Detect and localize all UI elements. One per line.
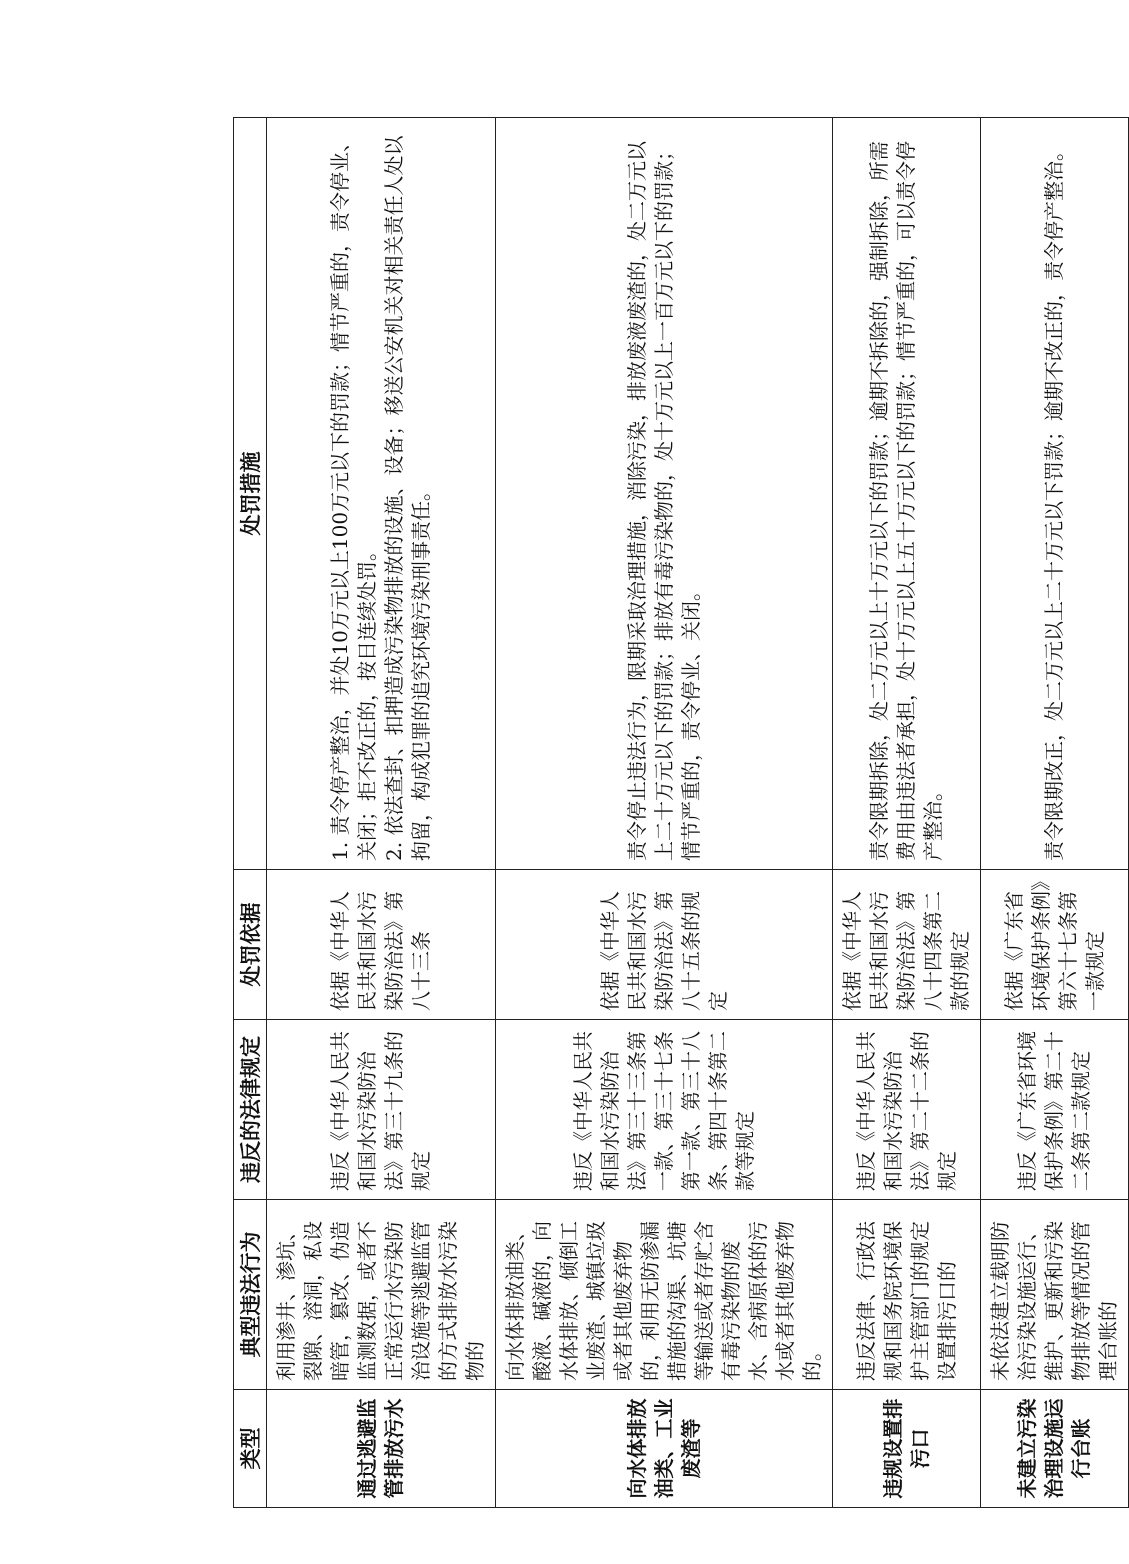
row-behavior: 向水体排放油类、酸液、碱液的，向水体排放、倾倒工业废渣、城镇垃圾或者其他废弃物的，利用无防渗漏措施的沟渠、坑塘等输送或者存贮含有毒污染物的废水、含病原体的污水或者其他废弃物的。 (496, 1200, 833, 1390)
header-behavior: 典型违法行为 (234, 1200, 267, 1390)
row-type: 通过逃避监管排放污水 (267, 1390, 496, 1508)
row-violated: 违反《中华人民共和国水污染防治法》第二十二条的规定 (833, 1020, 981, 1200)
header-row (234, 118, 267, 1508)
measures-item-1: 1. 责令停产整治，并处10万元以上100万元以下的罚款；情节严重的，责令停业、关闭；拒不改正的，按日连续处罚。 (328, 131, 379, 861)
row-violated: 违反《中华人民共和国水污染防治法》第三十九条的规定 (267, 1020, 496, 1200)
penalty-table (233, 117, 1129, 1508)
table-row (496, 118, 833, 1508)
row-type: 未建立污染治理设施运行台账 (981, 1390, 1129, 1508)
row-measures: 责令停止违法行为，限期采取治理措施，消除污染，排放废液废渣的，处二万元以上二十万元以下的罚款；排放有毒污染物的，处十万元以上一百万元以下的罚款；情节严重的，责令停业、关闭。 (496, 118, 833, 870)
header-basis: 处罚依据 (234, 870, 267, 1020)
header-type: 类型 (234, 1390, 267, 1508)
row-basis: 依据《中华人民共和国水污染防治法》第八十四条第二款的规定 (833, 870, 981, 1020)
rotated-table-wrapper (233, 118, 1120, 1508)
measures-item-2: 2. 依法查封、扣押造成污染物排放的设施、设备；移送公安机关对相关责任人处以拘留，构成犯罪的追究环境污染刑事责任。 (382, 135, 433, 861)
row-basis: 依据《中华人民共和国水污染防治法》第八十三条 (267, 870, 496, 1020)
row-basis: 依据《广东省环境保护条例》第六十七条第一款规定 (981, 870, 1129, 1020)
table-row (267, 118, 496, 1508)
row-type: 违规设置排污口 (833, 1390, 981, 1508)
table-row (981, 118, 1129, 1508)
row-measures (267, 118, 496, 870)
row-basis: 依据《中华人民共和国水污染防治法》第八十五条的规定 (496, 870, 833, 1020)
row-behavior: 未依法建立载明防治污染设施运行、维护、更新和污染物排放等情况的管理台账的 (981, 1200, 1129, 1390)
row-violated: 违反《广东省环境保护条例》第二十二条第二款规定 (981, 1020, 1129, 1200)
table-row (833, 118, 981, 1508)
row-behavior: 利用渗井、渗坑、裂隙、溶洞，私设暗管，篡改、伪造监测数据，或者不正常运行水污染防治设施等逃避监管的方式排放水污染物的 (267, 1200, 496, 1390)
header-measures: 处罚措施 (234, 118, 267, 870)
row-violated: 违反《中华人民共和国水污染防治法》第三十三条第一款、第三十七条第一款、第三十八条、第四十条第二款等规定 (496, 1020, 833, 1200)
header-violated: 违反的法律规定 (234, 1020, 267, 1200)
row-behavior: 违反法律、行政法规和国务院环境保护主管部门的规定设置排污口的 (833, 1200, 981, 1390)
row-measures: 责令限期拆除，处二万元以上十万元以下的罚款；逾期不拆除的，强制拆除，所需费用由违法者承担，处十万元以上五十万元以下的罚款；情节严重的，可以责令停产整治。 (833, 118, 981, 870)
row-type: 向水体排放油类、工业废渣等 (496, 1390, 833, 1508)
row-measures: 责令限期改正，处二万元以上二十万元以下罚款；逾期不改正的，责令停产整治。 (981, 118, 1129, 870)
